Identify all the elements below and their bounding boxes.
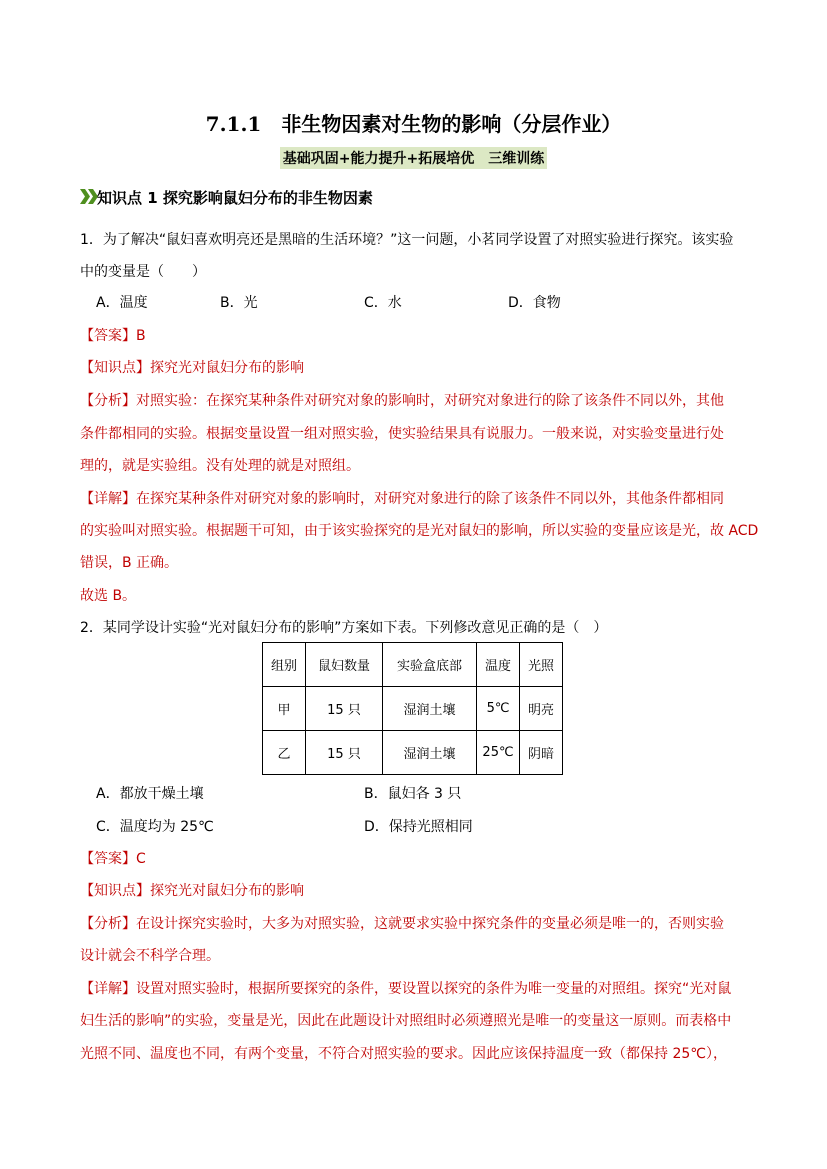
experiment-table — [262, 642, 563, 775]
table-cell: 明亮 — [520, 687, 563, 731]
q1-detail-line1: 【详解】在探究某种条件对研究对象的影响时，对研究对象进行的除了该条件不同以外，其他条件都相同 — [80, 491, 724, 507]
table-cell: 15 只 — [306, 687, 383, 731]
q1-analysis-line2: 条件都相同的实验。根据变量设置一组对照实验，使实验结果具有说服力。一般来说，对实验变量进行处 — [80, 426, 724, 442]
table-cell: 阴暗 — [520, 731, 563, 775]
table-cell: 湿润土壤 — [383, 687, 477, 731]
table-cell: 甲 — [263, 687, 306, 731]
q1-answer: 【答案】B — [80, 328, 146, 344]
q2-option-d: D．保持光照相同 — [364, 819, 473, 835]
double-chevron-icon — [80, 189, 98, 204]
table-header-cell: 实验盒底部 — [383, 643, 477, 687]
table-cell: 乙 — [263, 731, 306, 775]
q2-detail-line2: 妇生活的影响”的实验，变量是光，因此在此题设计对照组时必须遵照光是唯一的变量这一原则。而表格中 — [80, 1013, 732, 1029]
q1-option-c: C．水 — [364, 295, 402, 311]
table-header-cell: 组别 — [263, 643, 306, 687]
q2-analysis-line1: 【分析】在设计探究实验时，大多为对照实验，这就要求实验中探究条件的变量必须是唯一的，否则实验 — [80, 916, 724, 932]
q1-analysis-line3: 理的，就是实验组。没有处理的就是对照组。 — [80, 458, 360, 474]
table-header-cell: 温度 — [477, 643, 520, 687]
table-row — [263, 731, 563, 775]
table-header-row — [263, 643, 563, 687]
table-cell: 15 只 — [306, 731, 383, 775]
section-heading: 知识点 1 探究影响鼠妇分布的非生物因素 — [97, 189, 373, 207]
q1-detail-line2: 的实验叫对照实验。根据题干可知，由于该实验探究的是光对鼠妇的影响，所以实验的变量应该是光，故 ACD — [80, 523, 759, 539]
q2-analysis-line2: 设计就会不科学合理。 — [80, 948, 220, 964]
q1-detail-line3: 错误，B 正确。 — [80, 555, 179, 571]
table-cell: 25℃ — [477, 731, 520, 775]
table-cell: 湿润土壤 — [383, 731, 477, 775]
q2-knowledge-point: 【知识点】探究光对鼠妇分布的影响 — [80, 883, 304, 899]
q2-stem: 2．某同学设计实验“光对鼠妇分布的影响”方案如下表。下列修改意见正确的是（ ） — [80, 620, 608, 636]
q1-option-a: A．温度 — [96, 295, 148, 311]
table-header-cell: 鼠妇数量 — [306, 643, 383, 687]
q2-option-a: A．都放干燥土壤 — [96, 786, 204, 802]
table-row — [263, 687, 563, 731]
q1-stem-line2: 中的变量是（ ） — [80, 264, 206, 280]
q1-stem-line1: 1．为了解决“鼠妇喜欢明亮还是黑暗的生活环境？”这一问题，小茗同学设置了对照实验进行探究。该实验 — [80, 232, 734, 248]
q2-option-b: B．鼠妇各 3 只 — [364, 786, 462, 802]
table-header-cell: 光照 — [520, 643, 563, 687]
q1-conclusion: 故选 B。 — [80, 588, 137, 604]
q1-option-d: D．食物 — [508, 295, 561, 311]
q2-answer: 【答案】C — [80, 851, 146, 867]
q2-detail-line3: 光照不同、温度也不同，有两个变量，不符合对照实验的要求。因此应该保持温度一致（都保持 25℃）， — [80, 1046, 727, 1062]
q1-knowledge-point: 【知识点】探究光对鼠妇分布的影响 — [80, 360, 304, 376]
page-subtitle: 基础巩固+能力提升+拓展培优 三维训练 — [280, 147, 547, 169]
q2-detail-line1: 【详解】设置对照实验时，根据所要探究的条件，要设置以探究的条件为唯一变量的对照组。探究“光对鼠 — [80, 981, 732, 997]
q1-analysis-line1: 【分析】对照实验：在探究某种条件对研究对象的影响时，对研究对象进行的除了该条件不同以外，其他 — [80, 393, 724, 409]
table-cell: 5℃ — [477, 687, 520, 731]
q1-option-b: B．光 — [220, 295, 258, 311]
q2-option-c: C．温度均为 25℃ — [96, 819, 214, 835]
page-title: 7.1.1 非生物因素对生物的影响（分层作业） — [205, 112, 622, 136]
